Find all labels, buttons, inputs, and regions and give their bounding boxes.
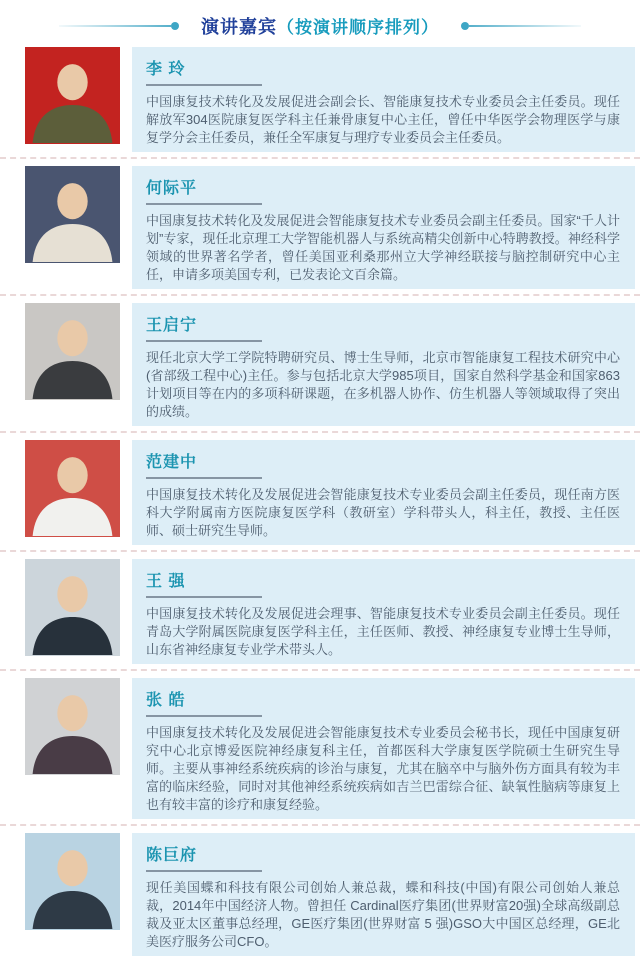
speaker-card: [25, 303, 635, 426]
row-separator: [0, 824, 640, 826]
page-title-main: 演讲嘉宾: [201, 17, 277, 37]
speaker-card: [25, 678, 635, 819]
speaker-photo: [25, 559, 120, 656]
speaker-photo: [25, 833, 120, 930]
speaker-info-card: [132, 440, 635, 545]
name-divider: [146, 870, 262, 872]
name-divider: [146, 203, 262, 205]
row-separator: [0, 431, 640, 433]
person-silhouette-icon: [25, 559, 120, 656]
row-separator: [0, 669, 640, 671]
speaker-info-card: [132, 47, 635, 152]
speaker-card: [25, 559, 635, 664]
speaker-photo: [25, 440, 120, 537]
row-separator: [0, 550, 640, 552]
speaker-info-card: [132, 559, 635, 664]
speaker-card: [25, 833, 635, 956]
speaker-name: 范建中: [146, 454, 198, 471]
speaker-name: 陈巨府: [146, 847, 198, 864]
speaker-bio: 现任北京大学工学院特聘研究员、博士生导师，北京市智能康复工程技术研究中心(省部级工程中心)主任。参与包括北京大学985项目，国家自然科学基金和国家863计划项目等在内的多项科研课题，在多机器人协作、仿生机器人等领域取得了突出的成绩。: [146, 350, 620, 419]
row-separator: [0, 294, 640, 296]
speaker-photo: [25, 678, 120, 775]
speaker-photo: [25, 166, 120, 263]
row-separator: [0, 157, 640, 159]
speaker-photo: [25, 303, 120, 400]
speaker-bio: 现任美国蝶和科技有限公司创始人兼总裁，蝶和科技(中国)有限公司创始人兼总裁，2014年中国经济人物。曾担任 Cardinal医疗集团(世界财富20强)全球高级副总裁及亚太区董事总经理，GE医疗集团(世界财富 5 强)GSO大中国区总经理，GE北美医疗服务公司CFO。: [146, 880, 620, 949]
page-title-subtitle: （按演讲顺序排列）: [277, 18, 439, 37]
speaker-bio: 中国康复技术转化及发展促进会副会长、智能康复技术专业委员会主任委员。现任解放军304医院康复医学科主任兼骨康复中心主任，曾任中华医学会物理医学与康复学分会主任委员，兼任全军康复与理疗专业委员会主任委员。: [146, 94, 620, 145]
speaker-bio: 中国康复技术转化及发展促进会理事、智能康复技术专业委员会副主任委员。现任青岛大学附属医院康复医学科主任，主任医师、教授、神经康复专业博士生导师，山东省神经康复专业学术带头人。: [146, 606, 620, 657]
speaker-info-card: [132, 303, 635, 426]
speaker-list: [0, 47, 640, 956]
speaker-name: 张 皓: [146, 692, 186, 709]
header-line-left-with-dot-icon: [59, 25, 171, 27]
speaker-info-card: [132, 166, 635, 289]
speaker-info-card: [132, 833, 635, 956]
speaker-info-card: [132, 678, 635, 819]
header-line-right-with-dot-icon: [469, 25, 581, 27]
person-silhouette-icon: [25, 166, 120, 263]
person-silhouette-icon: [25, 303, 120, 400]
speaker-name: 王启宁: [146, 317, 198, 334]
speaker-name: 王 强: [146, 573, 186, 590]
person-silhouette-icon: [25, 440, 120, 537]
speaker-photo: [25, 47, 120, 144]
speaker-name: 李 玲: [146, 61, 186, 78]
person-silhouette-icon: [25, 833, 120, 930]
page-header: [0, 10, 640, 42]
speaker-bio: 中国康复技术转化及发展促进会智能康复技术专业委员会秘书长，现任中国康复研究中心北京博爱医院神经康复科主任，首都医科大学康复医学院硕士生研究生导师。主要从事神经系统疾病的诊治与康复，尤其在脑卒中与脑外伤方面具有较为丰富的临床经验，同时对其他神经系统疾病如吉兰巴雷综合征、缺氧性脑病等康复上也有较丰富的诊疗和康复经验。: [146, 725, 620, 812]
page-title: [201, 13, 439, 39]
speaker-card: [25, 47, 635, 152]
person-silhouette-icon: [25, 47, 120, 144]
person-silhouette-icon: [25, 678, 120, 775]
name-divider: [146, 340, 262, 342]
speaker-bio: 中国康复技术转化及发展促进会智能康复技术专业委员会副主任委员，现任南方医科大学附属南方医院康复医学科（教研室）学科带头人，科主任，教授、主任医师、硕士研究生导师。: [146, 487, 620, 538]
speaker-card: [25, 166, 635, 289]
speaker-bio: 中国康复技术转化及发展促进会智能康复技术专业委员会副主任委员。国家“千人计划”专家，现任北京理工大学智能机器人与系统高精尖创新中心特聘教授。神经科学领域的世界著名学者，曾任美国亚利桑那州立大学神经联接与脑控制研究中心主任，申请多项美国专利，已发表论文百余篇。: [146, 213, 620, 282]
name-divider: [146, 84, 262, 86]
speaker-card: [25, 440, 635, 545]
name-divider: [146, 715, 262, 717]
speaker-name: 何际平: [146, 180, 198, 197]
name-divider: [146, 596, 262, 598]
name-divider: [146, 477, 262, 479]
